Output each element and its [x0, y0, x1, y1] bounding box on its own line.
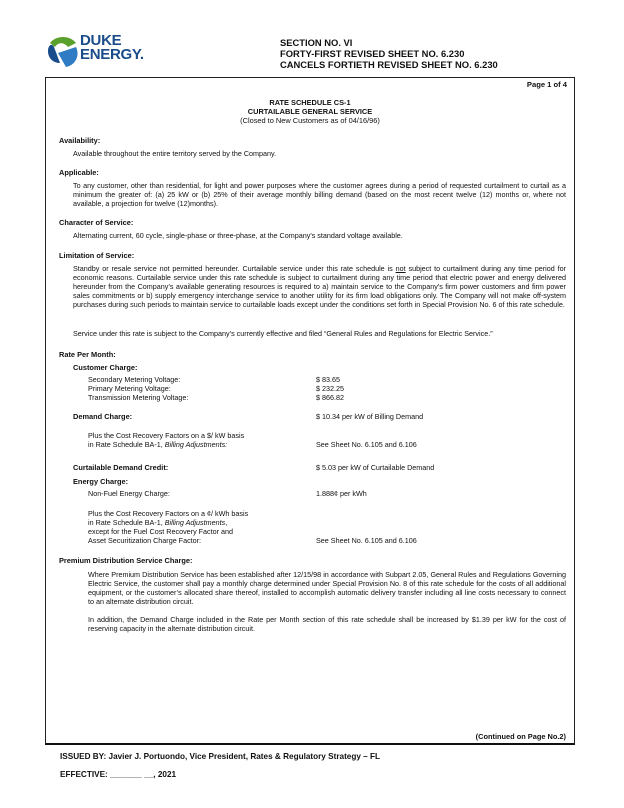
energy-charge-heading: Energy Charge: — [73, 477, 129, 486]
premium-text-1: Where Premium Distribution Service has been established after 12/15/98 in accordance with Subpart 2.05, General Rules and Regulations Governing Electric Service, the customer shall pay a monthly charge determined under Special Provision No. 8 of this rate schedule for the costs of all additional equipment, or the customer’s allocated share thereof, installed to accomplish automatic delivery transfer including all line costs necessary to connect to an alternate distribution circuit. — [88, 570, 566, 607]
sheet-number: FORTY-FIRST REVISED SHEET NO. 6.230 — [280, 48, 465, 60]
rate-heading: Rate Per Month: — [59, 350, 116, 359]
charge-label: Primary Metering Voltage: — [88, 384, 171, 393]
limitation-heading: Limitation of Service: — [59, 251, 135, 260]
demand-plus-line2: in Rate Schedule BA-1, Billing Adjustments: — [88, 440, 228, 449]
issued-by: ISSUED BY: Javier J. Portuondo, Vice President, Rates & Regulatory Strategy – FL — [60, 752, 381, 761]
sheet-header — [280, 37, 498, 71]
cancels-sheet: CANCELS FORTIETH REVISED SHEET NO. 6.230 — [280, 59, 498, 71]
non-fuel-label: Non-Fuel Energy Charge: — [88, 489, 170, 498]
continued-note: (Continued on Page No.2) — [475, 732, 566, 741]
character-heading: Character of Service: — [59, 218, 134, 227]
premium-text-2: In addition, the Demand Charge included in the Rate per Month section of this rate schedule shall be increased by $1.39 per kW for the cost of reserving capacity in the alternate distribution circuit. — [88, 615, 566, 634]
schedule-note: (Closed to New Customers as of 04/16/96) — [240, 116, 380, 125]
charge-value: $ 866.82 — [316, 393, 344, 402]
section-number: SECTION NO. VI — [280, 37, 353, 48]
energy-plus-value: See Sheet No. 6.105 and 6.106 — [316, 536, 417, 545]
credit-value: $ 5.03 per kW of Curtailable Demand — [316, 463, 435, 472]
character-text: Alternating current, 60 cycle, single-phase or three-phase, at the Company's standard voltage available. — [73, 231, 403, 240]
logo-line2: ENERGY. — [80, 46, 144, 63]
content-frame — [45, 77, 575, 745]
page-number: Page 1 of 4 — [526, 80, 567, 89]
effective-date: EFFECTIVE: _______ __, 2021 — [60, 770, 177, 779]
premium-heading: Premium Distribution Service Charge: — [59, 556, 193, 565]
credit-heading: Curtailable Demand Credit: — [73, 463, 169, 472]
schedule-subtitle: CURTAILABLE GENERAL SERVICE — [247, 107, 373, 116]
energy-plus-line4: Asset Securitization Charge Factor: — [88, 536, 202, 545]
energy-plus-line1: Plus the Cost Recovery Factors on a ¢/ kWh basis — [88, 509, 249, 518]
demand-plus-value: See Sheet No. 6.105 and 6.106 — [316, 440, 417, 449]
applicable-text: To any customer, other than residential, for light and power purposes where the customer agrees during a period of requested curtailment to curtail as a minimum the greater of: (a) 25 kW or (b) 25% of their average monthly billing demand (based on the most recent twelve (12) months or, where not available, a projection for twelve (12)months). — [73, 181, 566, 209]
charge-value: $ 232.25 — [316, 384, 344, 393]
schedule-title: RATE SCHEDULE CS-1 — [269, 98, 351, 107]
energy-plus-line2: in Rate Schedule BA-1, Billing Adjustments, — [88, 518, 228, 527]
logo-wordmark — [80, 34, 144, 62]
limitation-text: Standby or resale service not permitted hereunder. Curtailable service under this rate schedule is not subject to curtailment during any time period for economic reasons. Curtailable service under this rate schedule is subject to curtailment during any time period that electric power and energy delivered hereunder from the Company’s available generating resources is required to a) maintain service to the Company's firm power customers and firm power sales commitments or b) supply emergency interchange service to another utility for its firm load obligations only. The Company will not make off-system purchases during such periods to maintain service to curtailable loads except under the conditions set forth in Special Provision No. 6 of this rate schedule. — [73, 264, 566, 310]
logo-line1: DUKE — [80, 32, 122, 49]
customer-charge-heading: Customer Charge: — [73, 363, 138, 372]
availability-text: Available throughout the entire territory served by the Company. — [73, 149, 277, 158]
demand-plus-line1: Plus the Cost Recovery Factors on a $/ kW basis — [88, 431, 245, 440]
applicable-heading: Applicable: — [59, 168, 99, 177]
charge-label: Secondary Metering Voltage: — [88, 375, 181, 384]
demand-charge-value: $ 10.34 per kW of Billing Demand — [316, 412, 424, 421]
non-fuel-value: 1.888¢ per kWh — [316, 489, 367, 498]
limitation-text-2: Service under this rate is subject to the Company’s currently effective and filed “General Rules and Regulations for Electric Service.” — [73, 329, 493, 338]
energy-plus-line3: except for the Fuel Cost Recovery Factor and — [88, 527, 234, 536]
charge-label: Transmission Metering Voltage: — [88, 393, 189, 402]
demand-charge-heading: Demand Charge: — [73, 412, 133, 421]
charge-value: $ 83.65 — [316, 375, 340, 384]
availability-heading: Availability: — [59, 136, 101, 145]
not-emphasis: not — [395, 264, 406, 273]
